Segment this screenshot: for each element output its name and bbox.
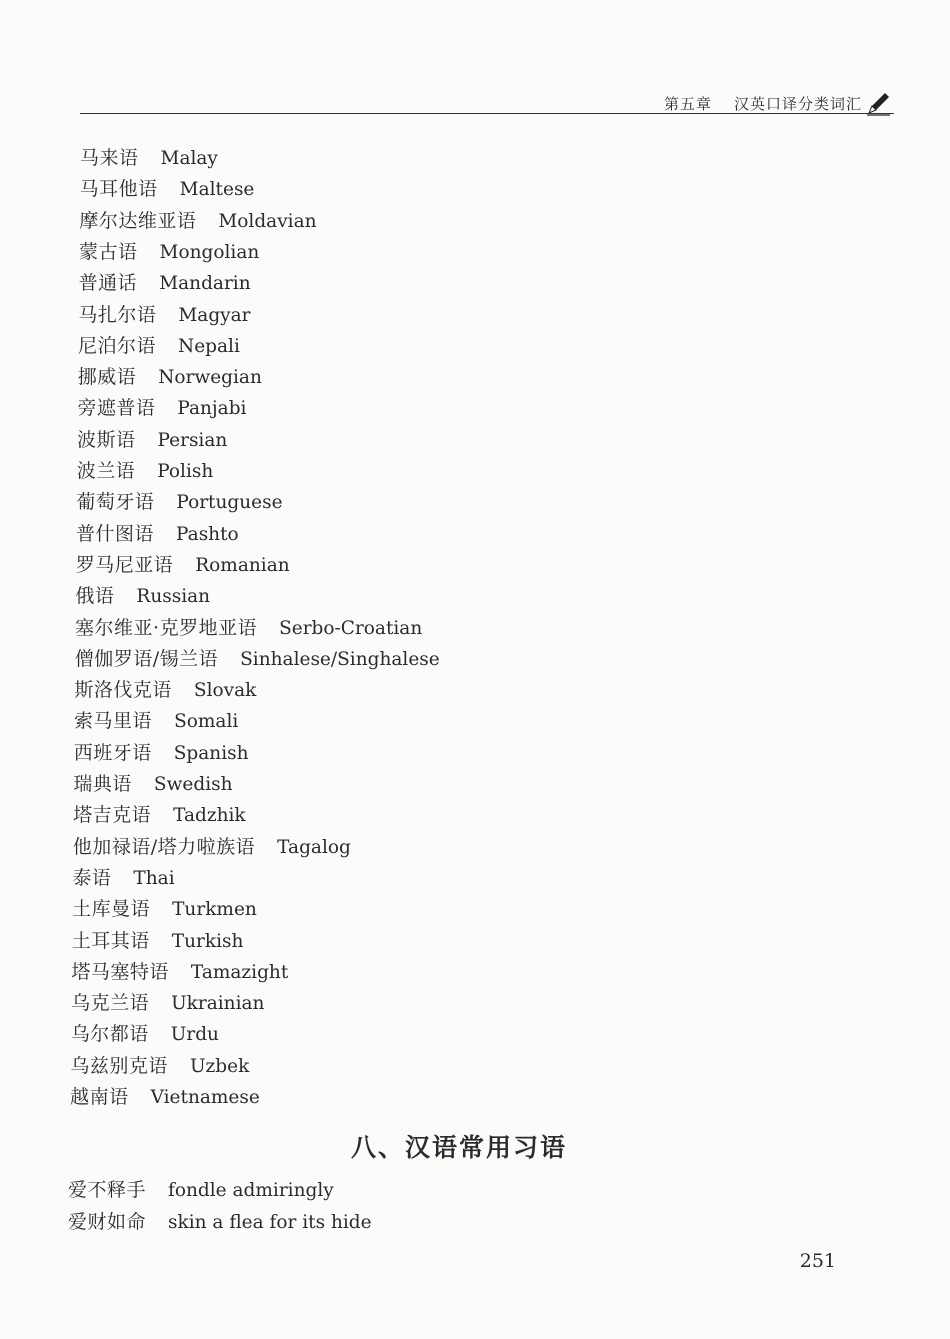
list-item	[79, 237, 259, 268]
english-term: Polish	[157, 461, 214, 482]
chapter-label: 第五章	[663, 94, 712, 113]
english-term: Sinhalese/Singhalese	[240, 648, 440, 670]
chinese-term: 塔吉克语	[73, 804, 152, 827]
chinese-term: 罗马尼亚语	[75, 553, 174, 576]
chinese-term: 乌克兰语	[71, 992, 150, 1015]
list-item	[77, 456, 214, 487]
chinese-term: 波斯语	[77, 428, 136, 451]
chinese-term: 僧伽罗语/锡兰语	[74, 647, 219, 670]
list-item	[76, 550, 290, 581]
header-rule	[80, 113, 894, 114]
list-item	[71, 957, 288, 988]
english-term: Moldavian	[218, 210, 317, 232]
english-term: Turkish	[171, 930, 244, 952]
english-term: Spanish	[173, 742, 249, 764]
list-item	[70, 1051, 249, 1082]
chinese-term: 斯洛伐克语	[74, 679, 172, 702]
list-item	[77, 393, 246, 424]
chinese-term: 马扎尔语	[78, 303, 157, 326]
english-term: Maltese	[179, 179, 255, 201]
list-item	[78, 300, 250, 331]
list-item	[70, 1082, 260, 1113]
english-term: Portuguese	[176, 492, 283, 514]
list-item	[77, 425, 227, 456]
english-term: Tagalog	[277, 836, 351, 858]
chinese-term: 土库曼语	[72, 898, 151, 921]
chinese-term: 西班牙语	[73, 741, 152, 764]
english-term: Uzbek	[189, 1055, 250, 1077]
english-term: Tadzhik	[173, 805, 246, 827]
list-item	[71, 1019, 219, 1050]
english-term: Pashto	[176, 523, 239, 545]
list-item	[72, 863, 174, 894]
list-item	[71, 988, 264, 1019]
chinese-term: 瑞典语	[73, 773, 132, 795]
chapter-title: 汉英口译分类词汇	[733, 94, 862, 113]
chinese-term: 爱不释手	[68, 1179, 147, 1201]
english-term: Malay	[160, 148, 218, 169]
english-term: Somali	[174, 711, 239, 733]
page-number: 251	[799, 1250, 836, 1272]
list-item	[79, 206, 316, 237]
chinese-term: 爱财如命	[68, 1211, 147, 1233]
chinese-term: 尼泊尔语	[78, 334, 157, 357]
chinese-term: 塔马塞特语	[71, 960, 169, 983]
english-term: Serbo-Croatian	[279, 617, 423, 639]
english-term: Panjabi	[177, 398, 247, 420]
list-item	[68, 1207, 372, 1238]
chinese-term: 旁遮普语	[77, 397, 156, 420]
list-item	[72, 894, 257, 925]
list-item	[74, 675, 256, 706]
chinese-term: 波兰语	[76, 460, 136, 482]
english-term: Magyar	[178, 304, 251, 326]
english-term: Swedish	[153, 774, 233, 795]
english-term: Vietnamese	[150, 1087, 260, 1108]
chinese-term: 俄语	[75, 585, 115, 608]
chinese-term: 马耳他语	[79, 178, 158, 201]
english-term: Thai	[133, 867, 175, 889]
chinese-term: 泰语	[72, 866, 112, 889]
english-term: Russian	[136, 586, 211, 608]
english-term: Persian	[157, 429, 228, 451]
english-term: Tamazight	[190, 961, 289, 983]
list-item	[73, 832, 351, 863]
chinese-term: 塞尔维亚·克罗地亚语	[75, 616, 258, 639]
chinese-term: 摩尔达维亚语	[79, 209, 197, 232]
english-term: Slovak	[193, 680, 257, 702]
list-item	[75, 613, 422, 644]
list-item	[68, 1175, 334, 1206]
list-item	[76, 487, 282, 518]
list-item	[74, 738, 249, 769]
list-item	[76, 519, 239, 550]
list-item	[78, 362, 262, 393]
chinese-term: 挪威语	[77, 366, 137, 389]
chinese-term: 索马里语	[74, 710, 153, 733]
chinese-term: 越南语	[70, 1086, 129, 1108]
english-term: Norwegian	[158, 367, 262, 389]
english-term: Turkmen	[172, 899, 257, 921]
chinese-term: 普什图语	[76, 522, 155, 545]
english-term: Urdu	[170, 1024, 219, 1046]
english-term: Mongolian	[159, 241, 260, 263]
list-item	[80, 143, 218, 174]
chinese-term: 马来语	[80, 147, 139, 169]
list-item	[79, 268, 251, 299]
chinese-term: 葡萄牙语	[76, 491, 155, 514]
chinese-term: 乌兹别克语	[70, 1054, 168, 1077]
english-term: Ukrainian	[171, 993, 265, 1015]
english-term: fondle admiringly	[168, 1180, 334, 1201]
list-item	[75, 581, 210, 612]
chinese-term: 他加禄语/塔力啦族语	[72, 835, 256, 858]
english-term: Mandarin	[159, 273, 251, 295]
english-term: Nepali	[178, 335, 240, 357]
list-item	[78, 331, 240, 362]
chinese-term: 普通话	[78, 272, 138, 295]
list-item	[73, 800, 246, 831]
chinese-term: 乌尔都语	[70, 1023, 149, 1046]
section-heading: 八、汉语常用习语	[350, 1133, 567, 1162]
english-term: skin a flea for its hide	[168, 1212, 372, 1233]
chinese-term: 土耳其语	[71, 929, 150, 952]
list-item	[74, 706, 238, 737]
english-term: Romanian	[195, 554, 290, 576]
list-item	[80, 174, 255, 205]
chinese-term: 蒙古语	[79, 240, 138, 263]
list-item	[73, 769, 232, 800]
list-item	[75, 644, 440, 675]
list-item	[72, 926, 244, 957]
